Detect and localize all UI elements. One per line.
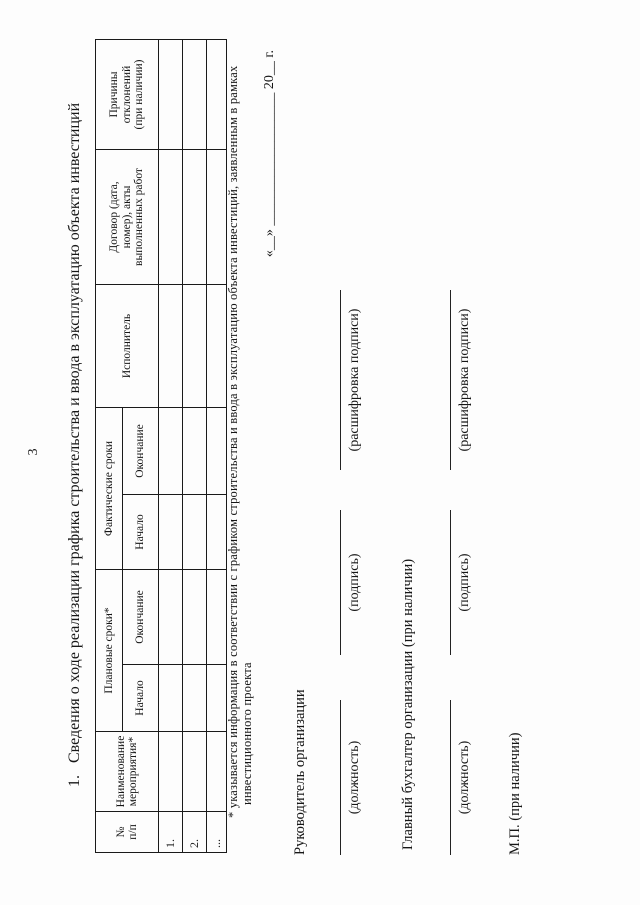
table-cell (159, 732, 183, 812)
signature-decoding-field: (расшифровка подписи) (340, 290, 363, 470)
position-field: (должность) (340, 700, 363, 855)
table-cell (207, 284, 227, 407)
table-cell (207, 494, 227, 569)
row-number: 1. (159, 812, 183, 853)
table-header-row (96, 39, 123, 852)
table-cell (207, 149, 227, 284)
chief-accountant-label: Главный бухгалтер организации (при наличии) (400, 558, 416, 850)
footnote-line-2: инвестиционного проекта (240, 662, 254, 805)
header-actual-start: Начало (123, 494, 159, 569)
table-cell (159, 149, 183, 284)
table-cell (183, 494, 207, 569)
table-cell (183, 569, 207, 664)
stamp-place-label: М.П. (при наличии) (507, 732, 523, 855)
table-cell (183, 665, 207, 732)
table-cell (159, 407, 183, 494)
table-cell (159, 665, 183, 732)
table-cell (207, 569, 227, 664)
table-cell (159, 569, 183, 664)
table-cell (159, 284, 183, 407)
header-planned-end: Окончание (123, 569, 159, 664)
table-cell (207, 665, 227, 732)
table-cell (183, 284, 207, 407)
table-cell (183, 149, 207, 284)
header-deviation-reasons: Причины отклонений (при наличии) (96, 39, 159, 149)
table-cell (159, 494, 183, 569)
signature-decoding-field: (расшифровка подписи) (450, 290, 473, 470)
header-planned-start: Начало (123, 665, 159, 732)
section-title (66, 103, 84, 787)
page-number: 3 (26, 448, 41, 456)
header-planned-dates: Плановые сроки* (96, 569, 123, 731)
date-line: «__» ___________________ 20__ г. (262, 50, 277, 258)
header-contract: Договор (дата, номер), акты выполненных работ (96, 149, 159, 284)
table-cell (159, 39, 183, 149)
header-actual-end: Окончание (123, 407, 159, 494)
header-number: № п/п (96, 812, 159, 853)
signature-row-accountant (450, 0, 480, 905)
head-of-organization-label: Руководитель организации (292, 689, 308, 855)
construction-schedule-table (95, 39, 227, 853)
position-field: (должность) (450, 700, 473, 855)
header-actual-dates: Фактические сроки (96, 407, 123, 569)
row-number: 2. (183, 812, 207, 853)
table-cell (183, 732, 207, 812)
section-number: 1. (66, 775, 83, 787)
footnote-line-1: * указывается информация в соответствии с графиком строительства и ввода в эксплуатацию объекта инвестиций, заявленным в рамках (226, 65, 240, 818)
table-row (183, 39, 207, 852)
table-cell (207, 732, 227, 812)
table-row (159, 39, 183, 852)
signature-field: (подпись) (450, 510, 473, 655)
header-activity-name: Наименование мероприятия* (96, 732, 159, 812)
signature-row-head (340, 0, 370, 905)
table-cell (207, 407, 227, 494)
signature-field: (подпись) (340, 510, 363, 655)
row-number: ... (207, 812, 227, 853)
table-cell (207, 39, 227, 149)
table-cell (183, 407, 207, 494)
header-executor: Исполнитель (96, 284, 159, 407)
table-row (207, 39, 227, 852)
section-title-text: Сведения о ходе реализации графика строительства и ввода в эксплуатацию объекта инвестиций (66, 102, 83, 763)
table-cell (183, 39, 207, 149)
